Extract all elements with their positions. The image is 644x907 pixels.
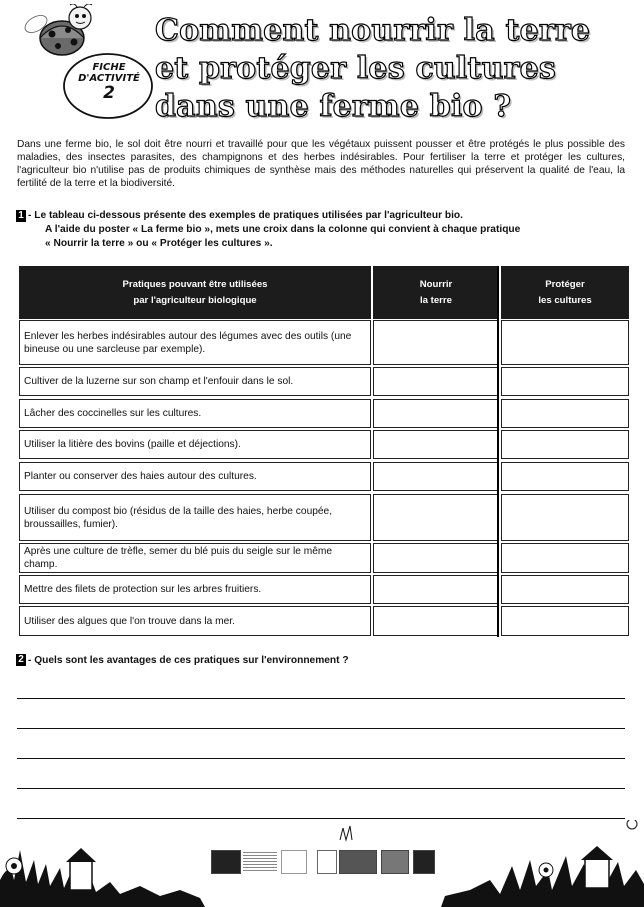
badge-line-1: FICHE <box>92 62 126 73</box>
title-line-2: et protéger les cultures <box>155 51 556 86</box>
practice-cell: Utiliser des algues que l'on trouve dans la mer. <box>19 606 371 636</box>
header-practices <box>19 266 371 319</box>
practice-cell: Enlever les herbes indésirables autour des légumes avec des outils (une bineuse ou une sarcleuse par exemple). <box>19 320 371 365</box>
header-practices-line-1: Pratiques pouvant être utilisées <box>122 278 268 290</box>
question-2-number: 2 <box>16 654 26 666</box>
practice-cell: Utiliser la litière des bovins (paille et déjections). <box>19 430 371 459</box>
answer-line[interactable] <box>17 788 625 789</box>
question-1-line-2: A l'aide du poster « La ferme bio », mets une croix dans la colonne qui convient à chaque pratique <box>45 224 521 235</box>
answer-line[interactable] <box>17 728 625 729</box>
title-line-3: dans une ferme bio ? <box>155 89 512 124</box>
table-row <box>19 430 629 459</box>
nourrir-checkbox-cell[interactable] <box>373 430 499 459</box>
practice-cell: Après une culture de trèfle, semer du blé puis du seigle sur le même champ. <box>19 543 371 573</box>
question-1-number: 1 <box>16 210 26 222</box>
proteger-checkbox-cell[interactable] <box>501 494 629 541</box>
question-1-line-1: - Le tableau ci-dessous présente des exemples de pratiques utilisées par l'agriculteur bio. <box>28 210 463 221</box>
practices-table-header <box>19 266 629 319</box>
badge-line-2: D'ACTIVITÉ <box>78 73 140 84</box>
practice-cell: Utiliser du compost bio (résidus de la taille des haies, herbe coupée, broussailles, fumier). <box>19 494 371 541</box>
practice-cell: Mettre des filets de protection sur les arbres fruitiers. <box>19 575 371 604</box>
answer-line[interactable] <box>17 758 625 759</box>
column-divider <box>497 266 499 637</box>
header-proteger <box>501 266 629 319</box>
proteger-checkbox-cell[interactable] <box>501 462 629 491</box>
eu-flag-logo-icon <box>211 850 241 874</box>
practice-cell: Lâcher des coccinelles sur les cultures. <box>19 399 371 428</box>
nourrir-checkbox-cell[interactable] <box>373 543 499 573</box>
nourrir-checkbox-cell[interactable] <box>373 320 499 365</box>
ab-logo-icon <box>413 850 435 874</box>
proteger-checkbox-cell[interactable] <box>501 575 629 604</box>
title-line-1: Comment nourrir la terre <box>155 13 591 48</box>
proteger-checkbox-cell[interactable] <box>501 320 629 365</box>
proteger-checkbox-cell[interactable] <box>501 399 629 428</box>
table-row <box>19 575 629 604</box>
partner-logos <box>205 842 441 902</box>
question-1-line-3: « Nourrir la terre » ou « Protéger les cultures ». <box>45 238 273 249</box>
answer-line[interactable] <box>17 818 625 819</box>
header-practices-line-2: par l'agriculteur biologique <box>133 294 257 306</box>
question-1 <box>28 209 608 251</box>
answer-line[interactable] <box>17 698 625 699</box>
nourrir-checkbox-cell[interactable] <box>373 575 499 604</box>
table-row <box>19 399 629 428</box>
header-proteger-line-2: les cultures <box>538 294 592 306</box>
header-nourrir-line-2: la terre <box>419 294 452 306</box>
question-2: - Quels sont les avantages de ces pratiques sur l'environnement ? <box>28 655 349 666</box>
eu-organic-leaf-logo-icon <box>381 850 409 874</box>
table-row <box>19 494 629 541</box>
agriculture-bio-logo-icon <box>339 850 377 874</box>
proteger-checkbox-cell[interactable] <box>501 606 629 636</box>
header-nourrir <box>373 266 499 319</box>
table-row <box>19 606 629 636</box>
bio-label-logo-icon <box>281 850 307 874</box>
intro-paragraph: Dans une ferme bio, le sol doit être nourri et travaillé pour que les végétaux puissent pousser et être protégés le plus possible des maladies, des insectes parasites, des champignons et des herbes indésirables. Pour fertiliser la terre et protéger les cultures, l'agriculteur bio n'utilise pas de produits chimiques de synthèse mais des méthodes naturelles qui préservent la qualité de l'eau, la fertilité de la terre et la biodiversité. <box>17 139 625 189</box>
header-nourrir-line-1: Nourrir <box>419 278 453 290</box>
ministry-logo-icon <box>317 850 337 874</box>
table-row <box>19 320 629 365</box>
proteger-checkbox-cell[interactable] <box>501 543 629 573</box>
nourrir-checkbox-cell[interactable] <box>373 462 499 491</box>
activity-badge <box>62 62 156 103</box>
page-title <box>155 12 625 126</box>
practice-cell: Planter ou conserver des haies autour des cultures. <box>19 462 371 491</box>
header-proteger-line-1: Protéger <box>545 278 585 290</box>
badge-number: 2 <box>103 83 115 103</box>
proteger-checkbox-cell[interactable] <box>501 367 629 396</box>
proteger-checkbox-cell[interactable] <box>501 430 629 459</box>
eu-fund-caption-icon <box>243 852 277 872</box>
nourrir-checkbox-cell[interactable] <box>373 494 499 541</box>
nourrir-checkbox-cell[interactable] <box>373 606 499 636</box>
nourrir-checkbox-cell[interactable] <box>373 367 499 396</box>
table-row <box>19 367 629 396</box>
table-row <box>19 462 629 491</box>
nourrir-checkbox-cell[interactable] <box>373 399 499 428</box>
practice-cell: Cultiver de la luzerne sur son champ et l'enfouir dans le sol. <box>19 367 371 396</box>
table-row <box>19 543 629 573</box>
